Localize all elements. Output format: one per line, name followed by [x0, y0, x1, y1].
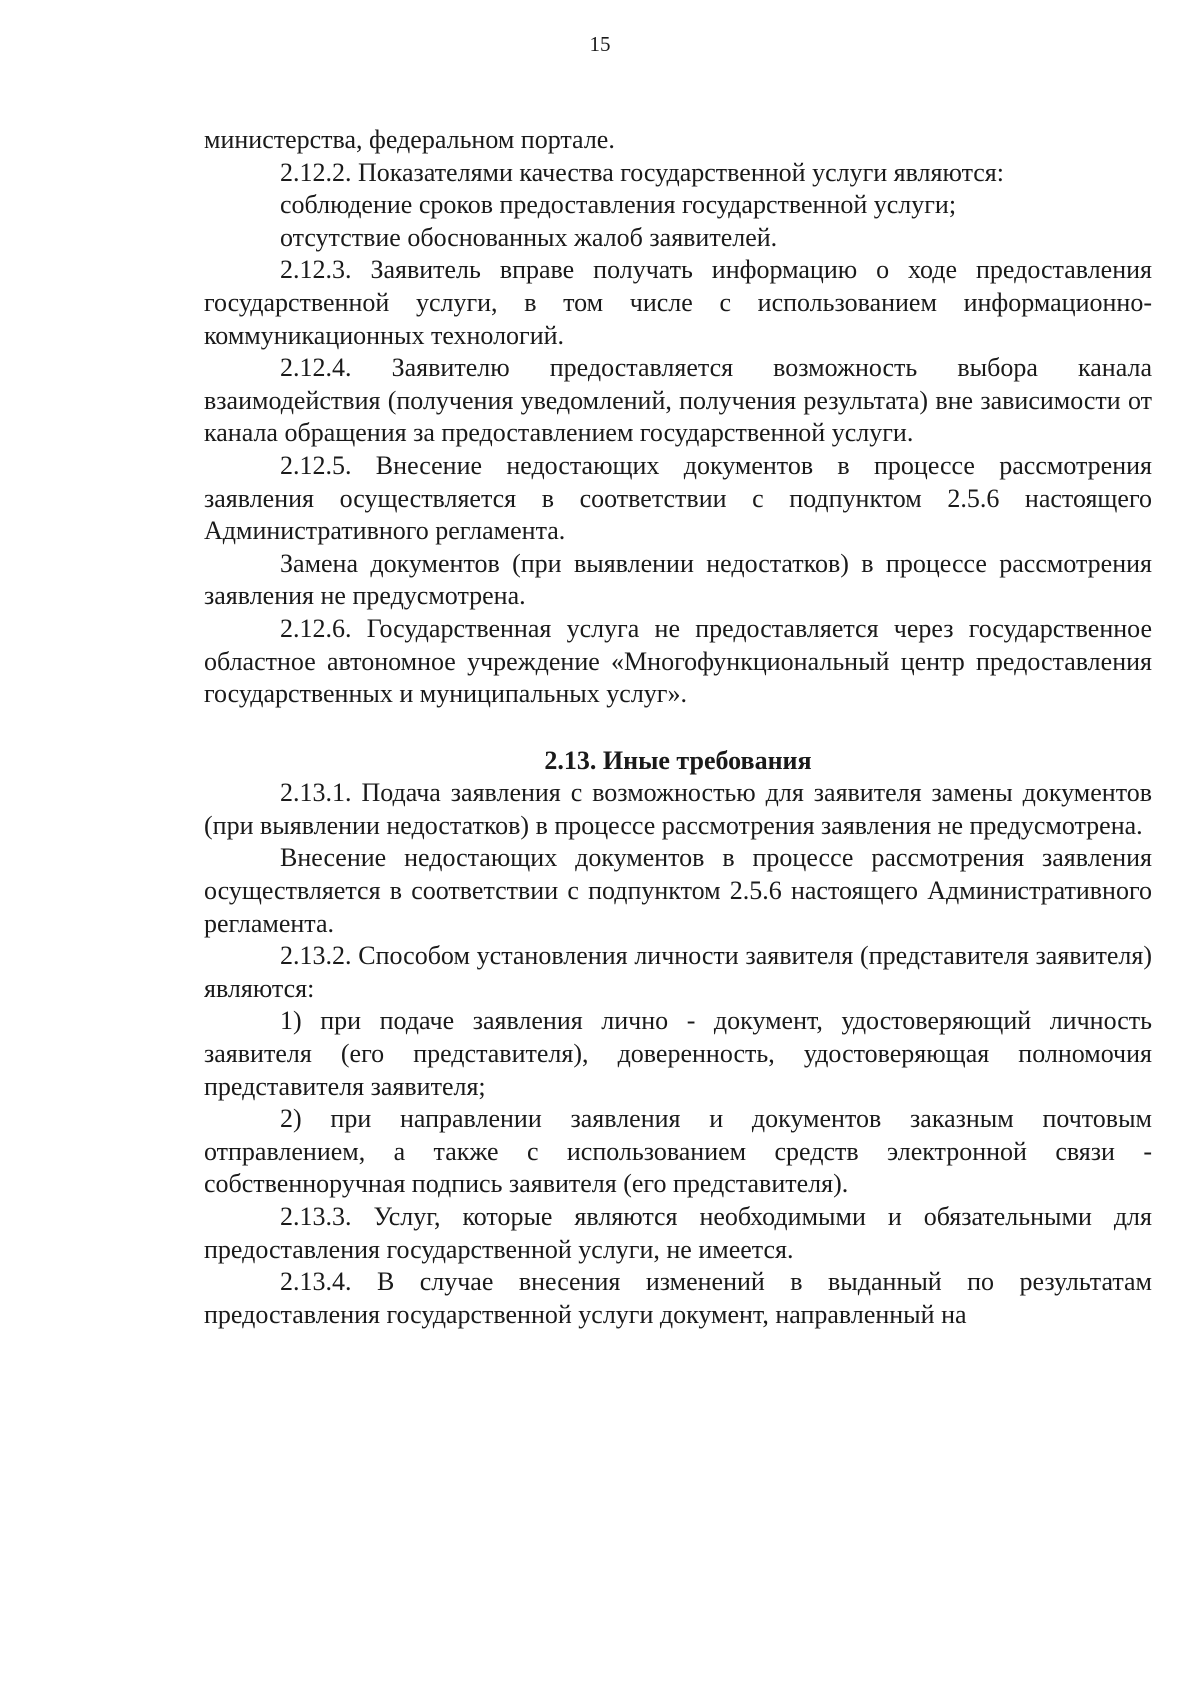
paragraph: 2.12.4. Заявителю предоставляется возможность выбора канала взаимодействия (получения уведомлений, получения результата) вне зависимости от канала обращения за предоставлением государственной услуги. [204, 353, 1152, 448]
paragraph: 2.13.3. Услуг, которые являются необходимыми и обязательными для предоставления государственной услуги, не имеется. [204, 1202, 1152, 1264]
paragraph: министерства, федеральном портале. [204, 125, 615, 154]
paragraph: 2.13.1. Подача заявления с возможностью для заявителя замены документов (при выявлении недостатков) в процессе рассмотрения заявления не предусмотрена. [204, 778, 1152, 840]
paragraph: 2.12.3. Заявитель вправе получать информацию о ходе предоставления государственной услуги, в том числе с использованием информационно-коммуникационных технологий. [204, 255, 1152, 350]
paragraph: 2.12.2. Показателями качества государственной услуги являются: [280, 157, 1004, 187]
paragraph: отсутствие обоснованных жалоб заявителей. [280, 222, 778, 252]
section-heading: 2.13. Иные требования [544, 745, 812, 775]
paragraphs-before [204, 124, 1152, 711]
paragraph: Замена документов (при выявлении недостатков) в процессе рассмотрения заявления не предусмотрена. [204, 548, 1152, 611]
paragraphs-after [204, 777, 1152, 1331]
paragraph: 2.12.6. Государственная услуга не предоставляется через государственное областное автономное учреждение «Многофункциональный центр предоставления государственных и муниципальных услуг». [204, 613, 1152, 709]
paragraph: 2) при направлении заявления и документов заказным почтовым отправлением, а также с использованием средств электронной связи - собственноручная подпись заявителя (его представителя). [204, 1104, 1152, 1199]
paragraph: 2.12.5. Внесение недостающих документов в процессе рассмотрения заявления осуществляется в соответствии с подпунктом 2.5.6 настоящего Административного регламента. [204, 450, 1152, 546]
document-body [204, 124, 1152, 1331]
paragraph: соблюдение сроков предоставления государственной услуги; [280, 190, 957, 220]
paragraph: 2.13.4. В случае внесения изменений в выданный по результатам предоставления государственной услуги документ, направленный на [204, 1267, 1152, 1329]
page-number: 15 [589, 32, 611, 56]
paragraph: 2.13.2. Способом установления личности заявителя (представителя заявителя) являются: [204, 941, 1152, 1003]
paragraph: Внесение недостающих документов в процессе рассмотрения заявления осуществляется в соответствии с подпунктом 2.5.6 настоящего Административного регламента. [204, 843, 1152, 938]
paragraph: 1) при подаче заявления лично - документ, удостоверяющий личность заявителя (его представителя), доверенность, удостоверяющая полномочия представителя заявителя; [204, 1006, 1152, 1101]
